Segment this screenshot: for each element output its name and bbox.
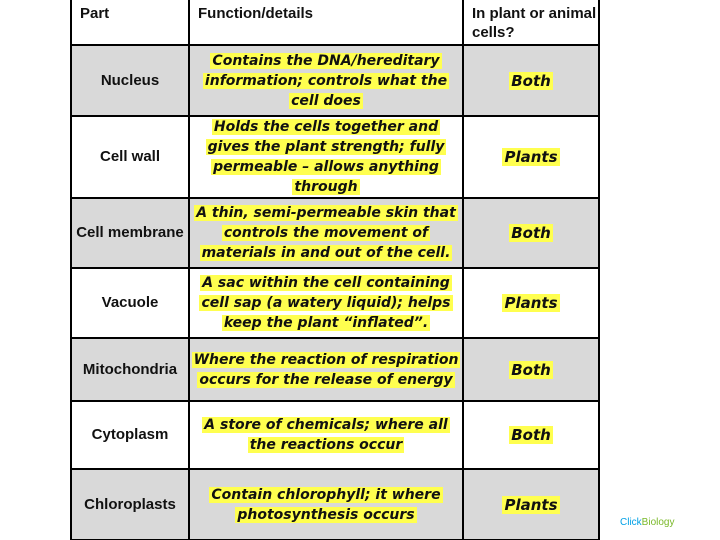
row-function-text: A store of chemicals; where all the reactions occur	[204, 417, 448, 453]
header-part: Part	[71, 0, 189, 45]
row-function	[189, 469, 463, 540]
row-function-text: Contain chlorophyll; it where photosynthesis occurs	[211, 486, 441, 523]
row-part: Cytoplasm	[71, 401, 189, 469]
row-where-text: Plants	[504, 495, 558, 514]
header-row	[71, 0, 599, 45]
table-row-mitochondria	[71, 338, 599, 401]
row-part: Chloroplasts	[71, 469, 189, 540]
row-function	[189, 45, 463, 116]
table-row-cytoplasm	[71, 401, 599, 469]
row-where-text: Both	[511, 224, 551, 242]
row-function-text: A sac within the cell containing cell sap (a watery liquid); helps keep the plant “inflated”.	[201, 275, 451, 331]
brand-click: Click	[620, 517, 642, 528]
table-row-chloroplasts	[71, 469, 599, 540]
row-where-text: Both	[511, 426, 551, 444]
row-part: Cell membrane	[71, 198, 189, 268]
table-row-cell-wall	[71, 116, 599, 198]
table-row-nucleus	[71, 45, 599, 116]
row-function	[189, 268, 463, 338]
row-function-text: Holds the cells together and gives the plant strength; fully permeable – allows anything through	[207, 119, 445, 195]
row-function-text: A thin, semi-permeable skin that controls the movement of materials in and out of the cell.	[196, 205, 456, 261]
row-where-text: Both	[511, 71, 551, 90]
header-function: Function/details	[189, 0, 463, 45]
row-where	[463, 401, 599, 469]
row-part: Cell wall	[71, 116, 189, 198]
table-row-vacuole	[71, 268, 599, 338]
row-function-text: Where the reaction of respiration occurs for the release of energy	[193, 351, 459, 388]
row-where	[463, 116, 599, 198]
row-function-text: Contains the DNA/hereditary information; controls what the cell does	[204, 52, 448, 109]
row-function	[189, 198, 463, 268]
row-part: Nucleus	[71, 45, 189, 116]
row-part: Vacuole	[71, 268, 189, 338]
row-function	[189, 338, 463, 401]
row-function	[189, 401, 463, 469]
table-row-cell-membrane	[71, 198, 599, 268]
row-part: Mitochondria	[71, 338, 189, 401]
row-function	[189, 116, 463, 198]
row-where	[463, 268, 599, 338]
row-where-text: Plants	[504, 294, 558, 312]
header-where: In plant or animal cells?	[463, 0, 599, 45]
row-where-text: Both	[511, 360, 551, 379]
row-where	[463, 45, 599, 116]
brand-biology: Biology	[641, 517, 675, 528]
row-where	[463, 469, 599, 540]
brand-logo-text	[620, 517, 674, 528]
cell-parts-table	[70, 0, 600, 540]
row-where	[463, 198, 599, 268]
row-where	[463, 338, 599, 401]
row-where-text: Plants	[504, 148, 558, 166]
